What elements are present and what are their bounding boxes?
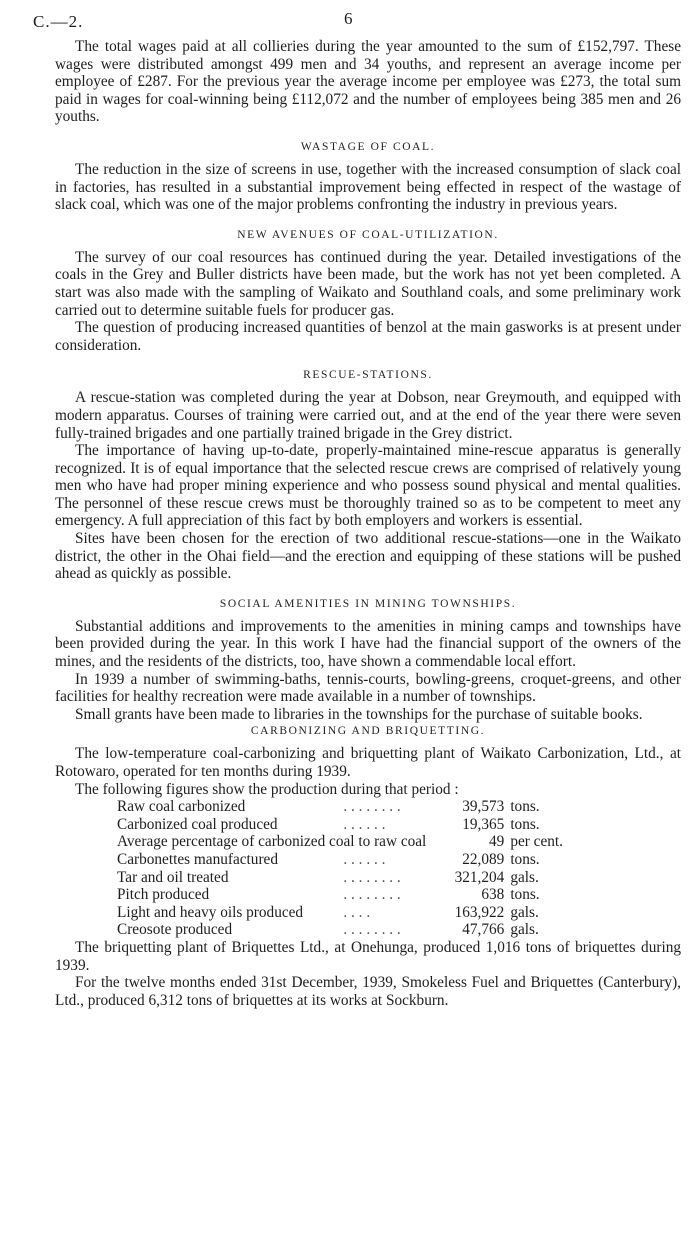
paragraph-onehunga: The briquetting plant of Briquettes Ltd., at Onehunga, produced 1,016 tons of briquettes during 1939.	[55, 938, 681, 974]
row-unit: tons.	[510, 886, 540, 904]
paragraph-apparatus: The importance of having up-to-date, properly-maintained mine-rescue apparatus is generally recognized. It is of equal importance that the selected rescue crews are comprised of relatively young men who have had proper mining experience and who possess sound physical and mental qualities. The personnel of these rescue crews must be thoroughly trained so as to be competent to meet any emergency. A full appreciation of this fact by both employers and workers is essential.	[55, 442, 681, 530]
row-label: Carbonized coal produced	[117, 815, 278, 833]
paragraph-rotowaro-plant: The low-temperature coal-carbonizing and briquetting plant of Waikato Carbonization, Ltd., at Rotowaro, operated for ten months during 1939.	[55, 745, 681, 780]
table-row	[117, 851, 600, 869]
document-body	[55, 38, 681, 1009]
row-label: Raw coal carbonized	[117, 798, 246, 816]
row-label: Creosote produced	[117, 921, 233, 939]
table-row	[117, 921, 600, 939]
row-label: Pitch produced	[117, 886, 210, 904]
row-value: 22,089	[462, 850, 505, 868]
page-number: 6	[344, 9, 353, 28]
row-value: 163,922	[454, 903, 505, 921]
table-row	[117, 886, 600, 904]
row-leader-dots: . . . . . . . .	[343, 798, 401, 816]
paragraph-benzol: The question of producing increased quantities of benzol at the main gasworks is at present under consideration.	[55, 319, 681, 354]
row-value: 47,766	[462, 921, 505, 939]
paragraph-wastage: The reduction in the size of screens in use, together with the increased consumption of slack coal in factories, has resulted in a substantial improvement being effected in respect of the wastage of slack coal, which was one of the major problems confronting the industry in previous years.	[55, 160, 681, 214]
row-unit: per cent.	[510, 833, 563, 851]
heading-new-avenues: NEW AVENUES OF COAL-UTILIZATION.	[237, 228, 499, 241]
report-reference: C.—2.	[33, 12, 84, 31]
row-value: 321,204	[454, 868, 505, 886]
paragraph-survey: The survey of our coal resources has continued during the year. Detailed investigations of the coals in the Grey and Buller districts have been made, but the work has not yet been completed. A start was also made with the sampling of Waikato and Southland coals, and some preliminary work carried out to determine suitable fuels for producer gas.	[55, 248, 681, 319]
heading-social-amenities: SOCIAL AMENITIES IN MINING TOWNSHIPS.	[219, 597, 517, 610]
table-row	[117, 798, 600, 816]
paragraph-wages: The total wages paid at all collieries during the year amounted to the sum of £152,797. These wages were distributed amongst 499 men and 34 youths, and represent an average income per employee of £287. For the previous year the average income per employee was £273, the total sum paid in wages for coal-winning being £112,072 and the number of employees being 385 men and 26 youths.	[55, 38, 681, 126]
row-unit: tons.	[510, 798, 540, 816]
production-table	[117, 798, 600, 939]
paragraph-sockburn: For the twelve months ended 31st December, 1939, Smokeless Fuel and Briquettes (Canterbury), Ltd., produced 6,312 tons of briquettes at its works at Sockburn.	[55, 974, 681, 1009]
row-leader-dots: . . . . . . . .	[343, 868, 401, 886]
row-leader-dots: . . . .	[343, 903, 371, 921]
paragraph-libraries: Small grants have been made to libraries in the townships for the purchase of suitable books.	[75, 705, 643, 723]
paragraph-dobson-station: A rescue-station was completed during the year at Dobson, near Greymouth, and equipped with modern apparatus. Courses of training were carried out, and at the end of the year there were seven fully-trained brigades and one partially trained brigade in the Grey district.	[55, 389, 681, 442]
paragraph-amenities: Substantial additions and improvements to the amenities in mining camps and townships have been provided during the year. In this work I have had the financial support of the owners of the mines, and the residents of the districts, too, have shown a commendable local effort.	[55, 617, 681, 671]
row-leader-dots: . . . . . . . .	[343, 886, 401, 904]
table-row	[117, 869, 600, 887]
row-unit: tons.	[510, 815, 540, 833]
row-label: Light and heavy oils produced	[117, 903, 304, 921]
row-leader-dots: . . . . . . . .	[343, 921, 401, 939]
row-label: Tar and oil treated	[117, 868, 229, 886]
row-leader-dots: . . . . . .	[343, 850, 386, 868]
row-unit: tons.	[510, 850, 540, 868]
paragraph-recreation: In 1939 a number of swimming-baths, tennis-courts, bowling-greens, croquet-greens, and other facilities for healthy recreation were made available in a number of townships.	[55, 670, 681, 706]
table-row	[117, 904, 600, 922]
row-label: Average percentage of carbonized coal to raw coal	[117, 833, 427, 851]
paragraph-table-intro: The following figures show the production during that period :	[75, 780, 459, 798]
row-value: 39,573	[462, 798, 505, 816]
heading-carbonizing: CARBONIZING AND BRIQUETTING.	[250, 725, 486, 738]
row-value: 19,365	[462, 815, 505, 833]
table-row	[117, 816, 600, 834]
row-label: Carbonettes manufactured	[117, 850, 278, 868]
table-row	[117, 833, 600, 851]
heading-wastage-of-coal: WASTAGE OF COAL.	[300, 140, 436, 153]
heading-rescue-stations: RESCUE-STATIONS.	[303, 369, 433, 382]
row-unit: gals.	[510, 921, 539, 939]
row-leader-dots: . . . . . .	[343, 815, 386, 833]
row-value: 49	[489, 833, 505, 851]
row-unit: gals.	[510, 903, 539, 921]
paragraph-new-sites: Sites have been chosen for the erection of two additional rescue-stations—one in the Waikato district, the other in the Ohai field—and the erection and equipping of these stations will be pushed ahead as quickly as possible.	[55, 530, 681, 583]
row-unit: gals.	[510, 868, 539, 886]
row-value: 638	[481, 886, 505, 904]
